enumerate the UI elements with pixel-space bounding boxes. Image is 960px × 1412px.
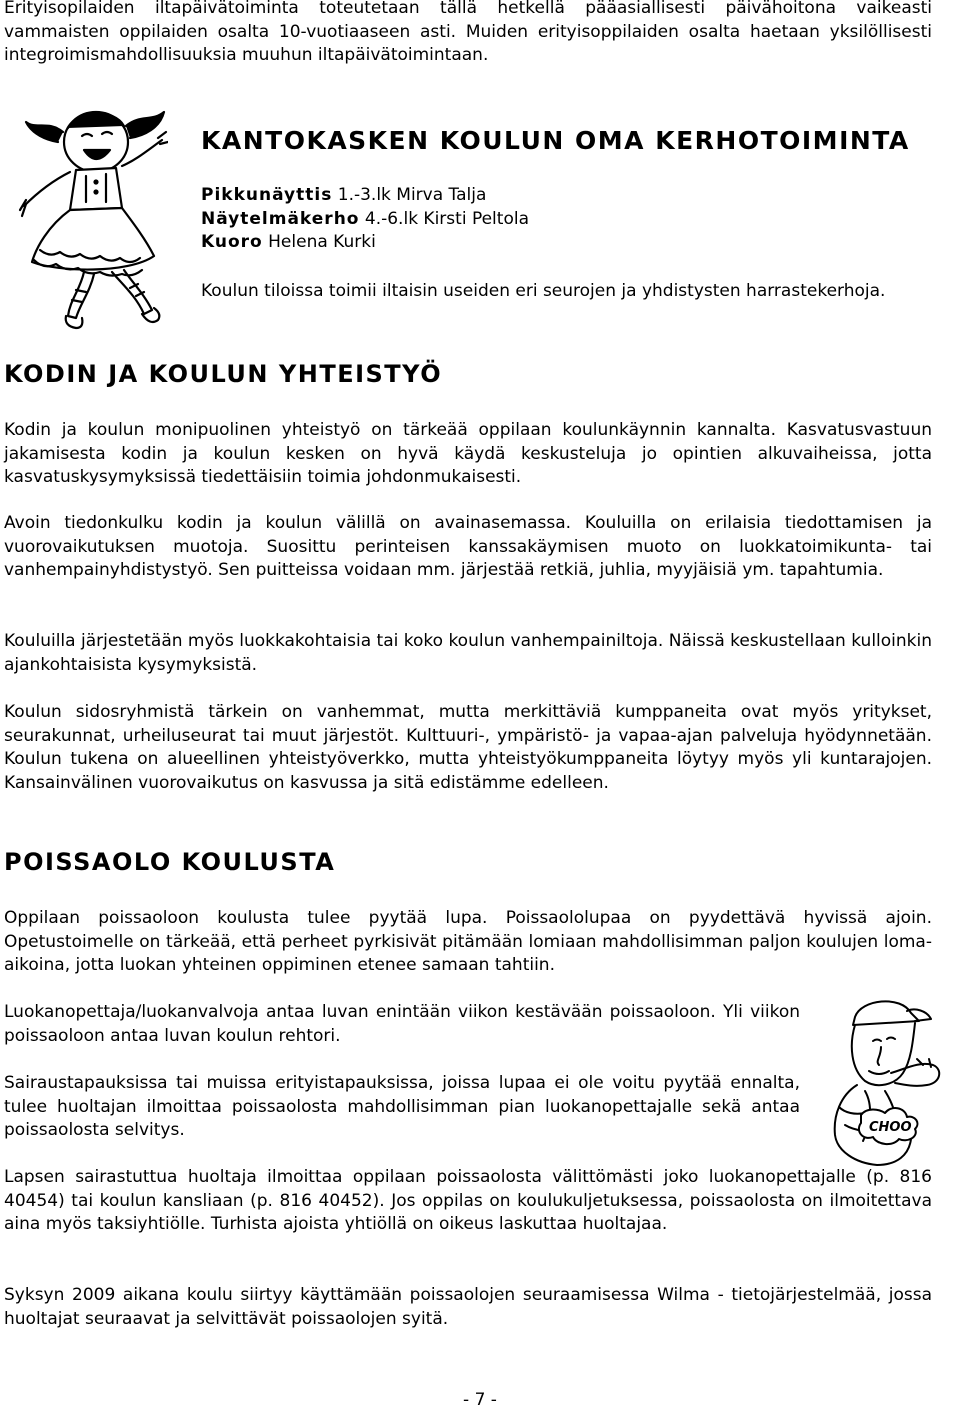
poissaolo-paragraph-3: Sairaustapauksissa tai muissa erityistapauksissa, joissa lupaa ei ole voitu pyytää ennalta, tulee huoltajan ilmoittaa poissaolosta mahdollisimman pian luokanopettajalle sekä antaa poissaolosta selvitys.	[4, 1073, 800, 1140]
list-item	[201, 231, 931, 255]
sneeze-text: CHOO	[869, 1120, 912, 1135]
kerhotoiminta-heading: KANTOKASKEN KOULUN OMA KERHOTOIMINTA	[201, 126, 910, 155]
club-details: 4.-6.lk Kirsti Peltola	[364, 208, 529, 229]
club-details: 1.-3.lk Mirva Talja	[337, 185, 487, 205]
sneezing-man-illustration	[815, 995, 955, 1170]
poissaolo-paragraph-1: Oppilaan poissaoloon koulusta tulee pyytää lupa. Poissaololupaa on pyydettävä hyvissä ajoin. Opetustoimelle on tärkeää, että perheet pyrkisivät pitämään lomiaan mahdollisimman paljon koulujen loma-aikoina, jotta luokan yhteinen oppiminen etenee samaan tahtiin.	[4, 908, 932, 975]
club-name: Kuoro	[201, 232, 263, 252]
yhteistyo-paragraph-2: Avoin tiedonkulku kodin ja koulun välillä on avainasemassa. Kouluilla on erilaisia tiedottamisen ja vuorovaikutuksen muotoja. Suosittu perinteisen kanssakäymisen muoto on luokkatoimikunta- tai vanhempainyhdistystyö. Sen puitteissa voidaan mm. järjestää retkiä, juhlia, myyjäisiä ym. tapahtumia.	[4, 513, 932, 580]
club-name: Näytelmäkerho	[201, 208, 360, 229]
list-item	[201, 208, 931, 232]
club-name: Pikkunäyttis	[201, 185, 333, 205]
list-item	[201, 184, 931, 208]
yhteistyo-paragraph-1: Kodin ja koulun monipuolinen yhteistyö on tärkeää oppilaan koulunkäynnin kannalta. Kasvatusvastuun jakamisesta kodin ja koulun kesken on hyvä käydä keskusteluja jo opintien alkuvaiheissa, jotta kasvatuskysymyksissä tiedettäisiin toimia johdonmukaisesti.	[4, 420, 932, 487]
yhteistyo-heading: KODIN JA KOULUN YHTEISTYÖ	[4, 360, 443, 388]
club-list	[201, 184, 931, 255]
poissaolo-paragraph-4: Lapsen sairastuttua huoltaja ilmoittaa oppilaan poissaolosta välittömästi joko luokanopettajalle (p. 816 40454) tai koulun kansliaan (p. 816 40452). Jos oppilas on koulukuljetuksessa, poissaolosta on ilmoitettava aina myös taksiyhtiölle. Turhista ajoista yhtiöllä on oikeus laskuttaa huoltajaa.	[4, 1167, 932, 1234]
club-details: Helena Kurki	[268, 232, 376, 252]
poissaolo-paragraph-5: Syksyn 2009 aikana koulu siirtyy käyttämään poissaolojen seuraamisessa Wilma - tietojärjestelmää, jossa huoltajat seuraavat ja selvittävät poissaolojen syitä.	[4, 1285, 932, 1329]
poissaolo-paragraph-2: Luokanopettaja/luokanvalvoja antaa luvan enintään viikon kestävään poissaoloon. Yli viikon poissaoloon antaa luvan koulun rehtori.	[4, 1002, 800, 1046]
club-note: Koulun tiloissa toimii iltaisin useiden eri seurojen ja yhdistysten harrastekerhoja.	[201, 281, 886, 301]
dancing-girl-illustration	[18, 100, 168, 335]
poissaolo-heading: POISSAOLO KOULUSTA	[4, 848, 336, 876]
yhteistyo-paragraph-3: Kouluilla järjestetään myös luokkakohtaisia tai koko koulun vanhempainiltoja. Näissä keskustellaan kulloinkin ajankohtaisista kysymyksistä.	[4, 631, 933, 675]
yhteistyo-paragraph-4: Koulun sidosryhmistä tärkein on vanhemmat, mutta merkittäviä kumppaneita ovat myös yritykset, seurakunnat, urheiluseurat tai muut järjestöt. Kulttuuri-, ympäristö- ja vapaa-ajan palveluja hyödynnetään. Koulun tukena on alueellinen yhteistyöverkko, mutta yhteistyökumppaneita löytyy myös yli kuntarajojen. Kansainvälinen vuorovaikutus on kasvussa ja sitä edistämme edelleen.	[4, 702, 932, 793]
page-number: - 7 -	[463, 1390, 497, 1410]
intro-paragraph: Erityisopilaiden iltapäivätoiminta toteutetaan tällä hetkellä pääasiallisesti päivähoitona vaikeasti vammaisten oppilaiden osalta 10-vuotiaaseen asti. Muiden erityisoppilaiden osalta haetaan yksilöllisesti integroimismahdollisuuksia muuhun iltapäivätoimintaan.	[4, 0, 932, 65]
